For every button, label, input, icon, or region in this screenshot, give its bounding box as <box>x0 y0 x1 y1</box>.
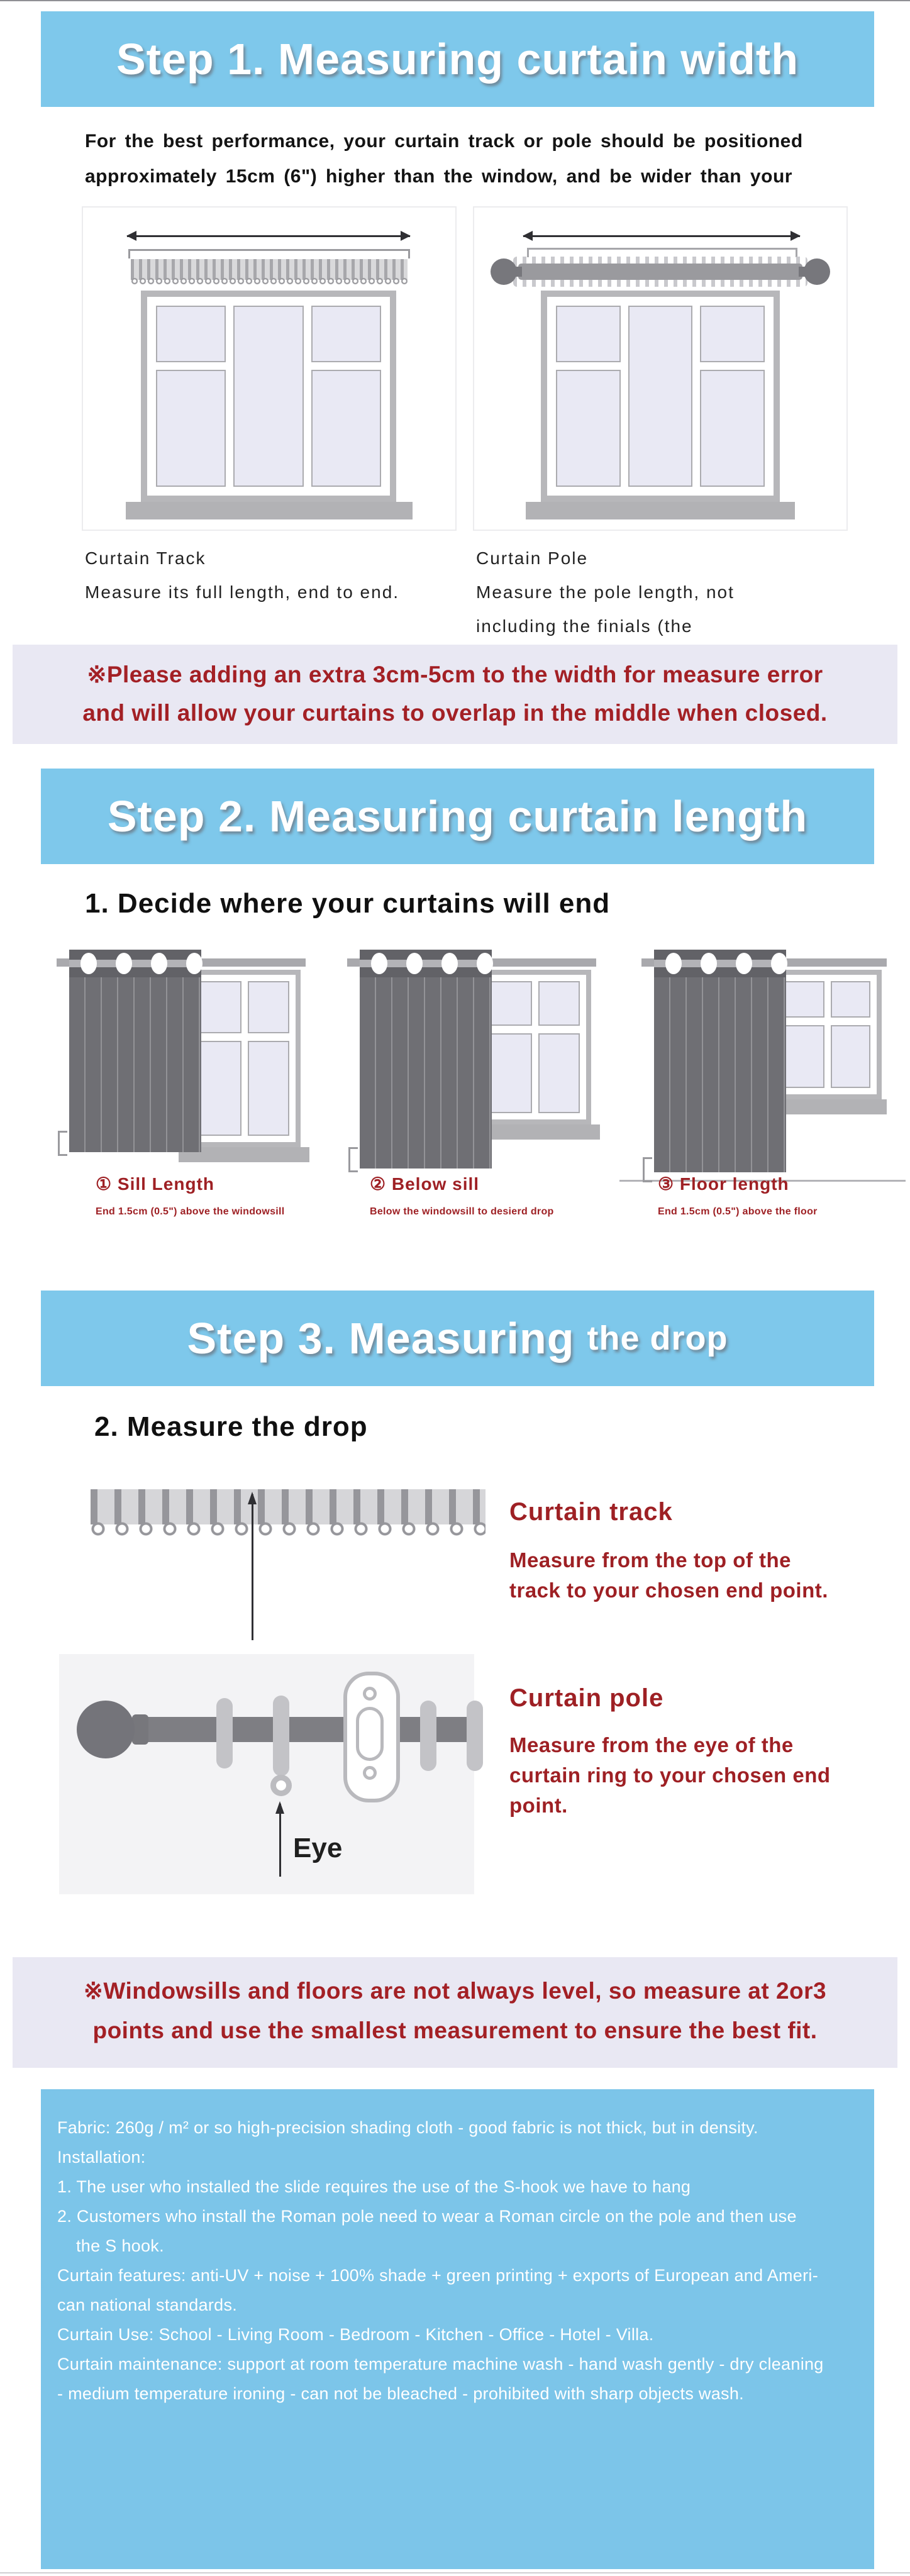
window-illustration <box>189 970 301 1147</box>
measure-bracket-icon <box>348 1147 358 1172</box>
windowsill <box>526 502 795 519</box>
circled-1-icon: ① <box>96 1174 113 1194</box>
info-line-features: Curtain features: anti-UV + noise + 100% shade + green printing + exports of European and Ameri- <box>57 2266 819 2285</box>
drop-arrow-icon <box>252 1494 253 1640</box>
pole-finial-left <box>491 258 517 285</box>
level-note-line1: ※Windowsills and floors are not always level, so measure at 2or3 <box>83 1978 827 2004</box>
pole-ring <box>216 1698 233 1768</box>
pole-measure-bracket <box>527 248 797 257</box>
info-line-install-1: 1. The user who installed the slide requires the use of the S-hook we have to hang <box>57 2177 691 2196</box>
width-note-line2: and will allow your curtains to overlap in the middle when closed. <box>82 700 828 726</box>
window-pane <box>785 981 824 1018</box>
grommet <box>736 953 752 974</box>
pole-bracket <box>343 1672 400 1802</box>
grommet <box>406 953 423 974</box>
width-arrow-icon <box>127 235 410 237</box>
measure-bracket-icon <box>58 1131 67 1156</box>
grommet <box>186 953 203 974</box>
grommet <box>701 953 717 974</box>
window-illustration <box>141 291 396 502</box>
grommet-band <box>360 950 492 977</box>
option1-label-text: Sill Length <box>117 1174 214 1194</box>
option3-label <box>658 1174 789 1194</box>
window-pane <box>156 370 226 487</box>
grommet <box>665 953 682 974</box>
level-note-line2: points and use the smallest measurement to ensure the best fit. <box>92 2018 818 2043</box>
grommet-band <box>69 950 201 977</box>
curtain <box>654 950 786 1172</box>
pole-caption-title: Curtain Pole <box>476 548 589 568</box>
eye-arrow-icon <box>279 1804 281 1877</box>
window-pane <box>628 306 693 487</box>
info-line-fabric: Fabric: 260g / m² or so high-precision shading cloth - good fabric is not thick, but in density. <box>57 2118 758 2137</box>
step3-heading: 2. Measure the drop <box>94 1411 368 1442</box>
curtain-pole-diagram-panel <box>473 206 848 531</box>
info-line-installation: Installation: <box>57 2148 146 2167</box>
window-pane <box>233 306 303 487</box>
track-gliders-strip <box>91 1489 486 1524</box>
track-drop-line1: Measure from the top of the <box>509 1548 792 1572</box>
grommet <box>371 953 387 974</box>
curtain-track-diagram-panel <box>82 206 457 531</box>
bracket-screw <box>363 1687 377 1701</box>
track-drop-line2: track to your chosen end point. <box>509 1579 828 1602</box>
pole-drop-line2: curtain ring to your chosen end <box>509 1763 831 1787</box>
top-border-line <box>0 0 910 1</box>
window-illustration <box>541 291 780 502</box>
option3-desc: End 1.5cm (0.5") above the floor <box>658 1206 818 1217</box>
pole-bar <box>518 264 802 280</box>
step2-title: Step 2. Measuring curtain length <box>107 792 808 841</box>
width-note-box <box>13 645 897 744</box>
window-pane <box>200 1041 241 1136</box>
window-pane <box>248 1041 289 1136</box>
step1-title: Step 1. Measuring curtain width <box>116 35 799 84</box>
window-pane <box>556 370 621 487</box>
track-caption-title: Curtain Track <box>85 548 206 568</box>
bottom-border-line <box>0 2572 910 2573</box>
grommet <box>80 953 97 974</box>
option3-label-text: Floor length <box>679 1174 789 1194</box>
track-caption-line: Measure its full length, end to end. <box>85 582 400 602</box>
window-pane <box>311 370 381 487</box>
pole-ring-with-eye <box>273 1696 289 1776</box>
option2-desc: Below the windowsill to desierd drop <box>370 1206 554 1217</box>
window-pane <box>248 981 289 1033</box>
step3-title-sub: the drop <box>587 1319 728 1357</box>
pole-finial-ball <box>77 1701 135 1758</box>
info-line-install-2: 2. Customers who install the Roman pole need to wear a Roman circle on the pole and then use <box>57 2207 797 2226</box>
info-line-maintenance: Curtain maintenance: support at room temperature machine wash - hand wash gently - dry cleaning <box>57 2355 824 2373</box>
grommet <box>151 953 167 974</box>
track-hooks-row <box>131 277 408 286</box>
option2-label-text: Below sill <box>391 1174 480 1194</box>
eye-ring-icon <box>270 1775 292 1796</box>
step3-banner <box>41 1291 874 1386</box>
info-line-install-2b: the S hook. <box>76 2236 164 2255</box>
step1-intro-line1: For the best performance, your curtain track or pole should be positioned <box>85 131 803 152</box>
step2-banner <box>41 769 874 864</box>
eye-label: Eye <box>293 1833 343 1863</box>
window-pane <box>556 306 621 362</box>
circled-2-icon: ② <box>370 1174 387 1194</box>
track-profile-line <box>128 249 410 251</box>
info-line-features-2: can national standards. <box>57 2296 238 2314</box>
pole-drop-title: Curtain pole <box>509 1684 664 1712</box>
info-line-maintenance-2: - medium temperature ironing - can not be bleached - prohibited with sharp objects wash. <box>57 2384 744 2403</box>
window-pane <box>156 306 226 362</box>
product-info-box <box>41 2089 874 2569</box>
window-pane <box>491 1033 532 1113</box>
option1-label <box>96 1174 214 1194</box>
window-pane <box>200 981 241 1033</box>
window-pane <box>831 1025 870 1088</box>
option2-label <box>370 1174 479 1194</box>
pole-drop-panel <box>59 1654 474 1894</box>
grommet <box>441 953 458 974</box>
window-pane <box>311 306 381 362</box>
window-pane <box>700 370 765 487</box>
bracket-screw <box>363 1766 377 1780</box>
step1-banner <box>41 11 874 107</box>
grommet <box>477 953 493 974</box>
pole-drop-line1: Measure from the eye of the <box>509 1733 794 1757</box>
track-hooks-row <box>91 1521 486 1538</box>
window-illustration <box>774 970 882 1099</box>
curtain <box>360 950 492 1169</box>
window-pane <box>700 306 765 362</box>
circled-3-icon: ③ <box>658 1174 675 1194</box>
grommet-band <box>654 950 786 977</box>
pole-caption-line1: Measure the pole length, not <box>476 582 735 602</box>
pole-ring <box>467 1701 483 1771</box>
window-pane <box>785 1025 824 1088</box>
window-pane <box>538 1033 580 1113</box>
window-illustration <box>479 970 591 1124</box>
width-note-line1: ※Please adding an extra 3cm-5cm to the width for measure error <box>87 662 823 687</box>
step2-heading: 1. Decide where your curtains will end <box>85 888 611 919</box>
grommet <box>116 953 132 974</box>
measure-bracket-icon <box>643 1157 652 1182</box>
info-line-use: Curtain Use: School - Living Room - Bedroom - Kitchen - Office - Hotel - Villa. <box>57 2325 654 2344</box>
window-pane <box>831 981 870 1018</box>
bracket-slot <box>356 1707 384 1761</box>
step1-intro-line2: approximately 15cm (6") higher than the window, and be wider than your <box>85 166 792 187</box>
curtain <box>69 950 201 1152</box>
step3-title-main: Step 3. Measuring <box>187 1314 575 1363</box>
window-pane <box>491 981 532 1026</box>
windowsill <box>126 502 413 519</box>
option1-desc: End 1.5cm (0.5") above the windowsill <box>96 1206 285 1217</box>
width-arrow-icon <box>523 235 800 237</box>
grommet <box>771 953 787 974</box>
pole-drop-line3: point. <box>509 1794 568 1817</box>
pole-finial-right <box>804 258 830 285</box>
pole-caption-line2: including the finials (the <box>476 616 693 636</box>
track-drop-title: Curtain track <box>509 1498 673 1526</box>
pole-ring <box>420 1701 436 1771</box>
window-pane <box>538 981 580 1026</box>
level-note-box <box>13 1957 897 2068</box>
